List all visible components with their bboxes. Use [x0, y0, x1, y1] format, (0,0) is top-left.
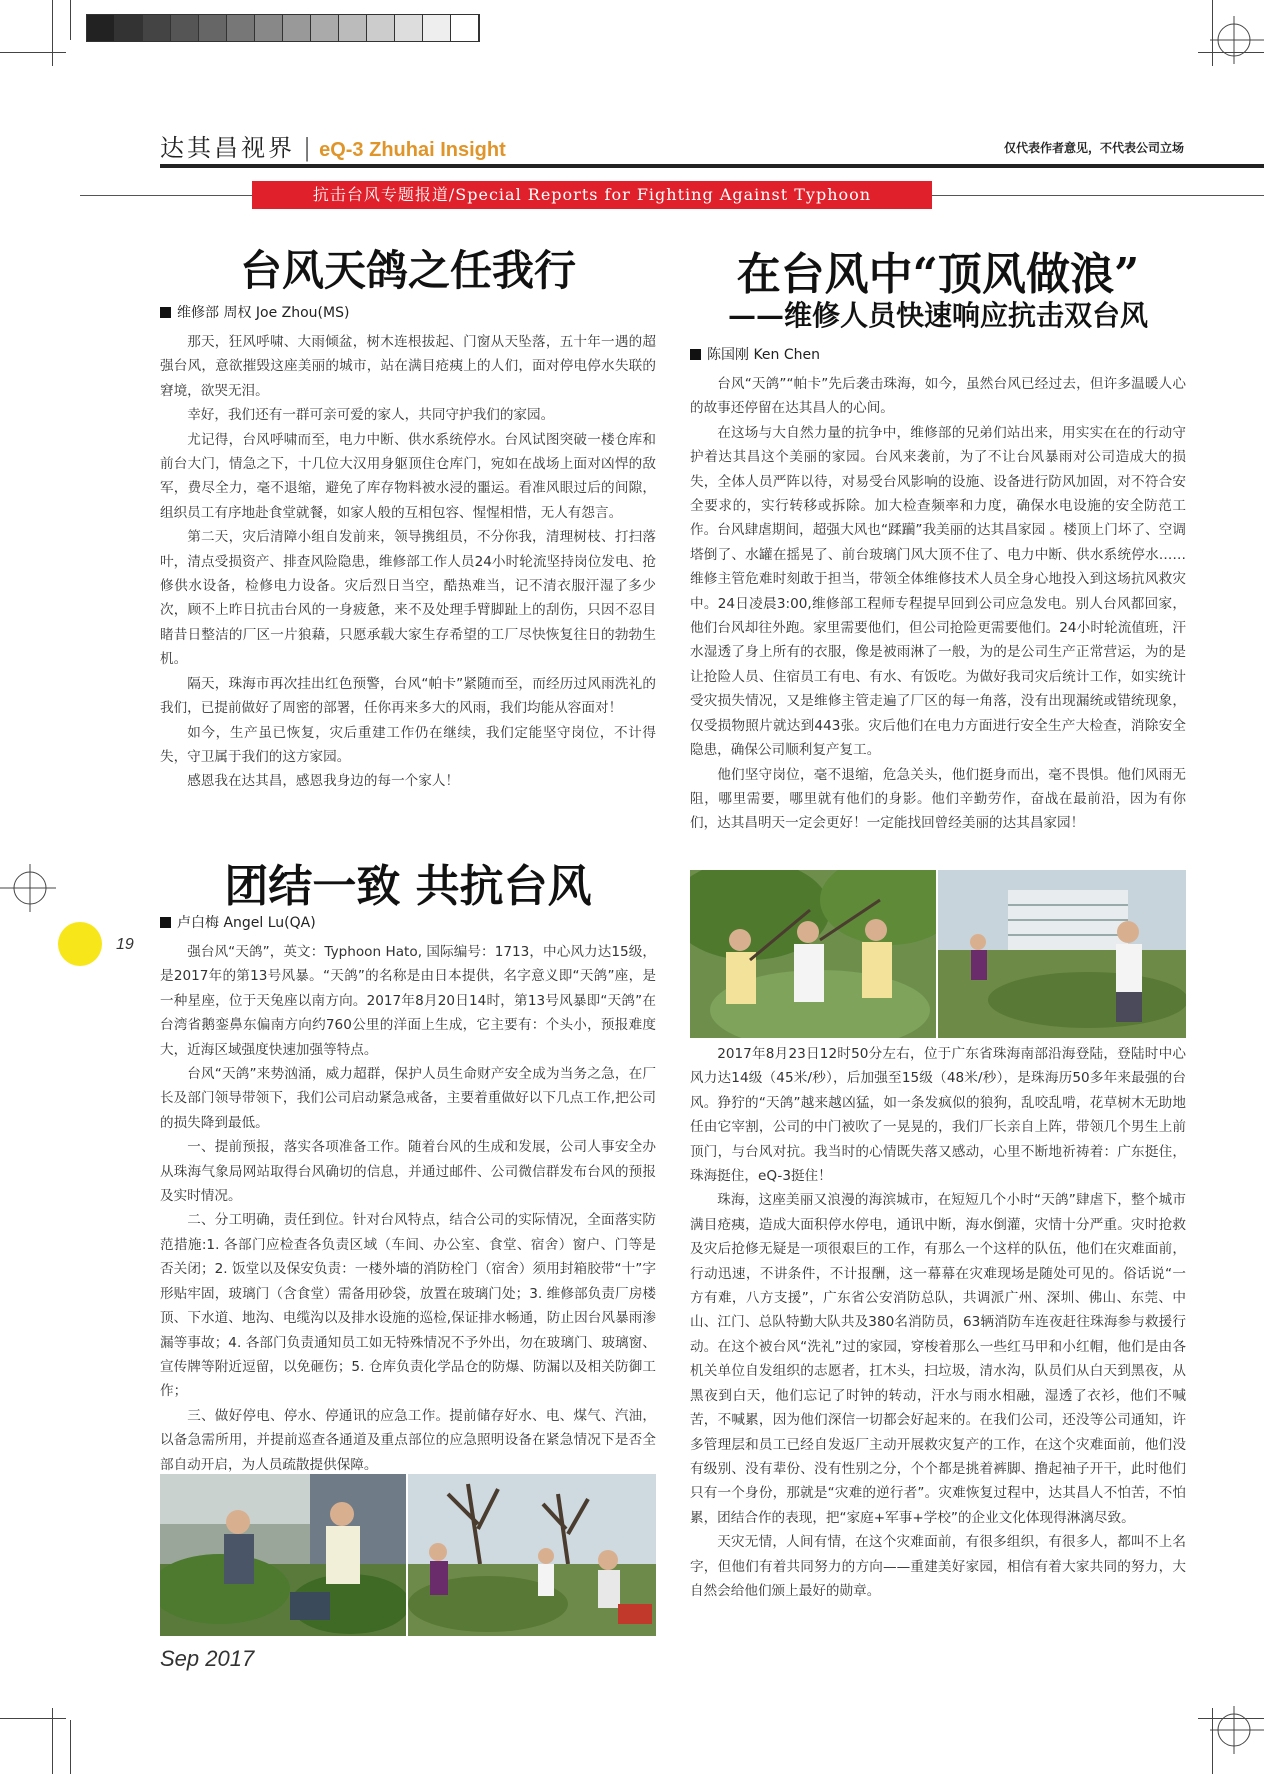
paragraph: 强台风“天鸽”，英文：Typhoon Hato, 国际编号：1713，中心风力达15级，是2017年的第13号风暴。“天鸽”的名称是由日本提供，名字意义即“天鸽”座，是一种星座，位于天兔座以南方向。2017年8月20日14时，第13号风暴即“天鸽”在台湾省鹅銮鼻东偏南方向约760公里的洋面上生成，它主要有：个头小，预报难度大，近海区域强度快速加强等特点。: [160, 944, 656, 1058]
crop-mark: [70, 1720, 71, 1774]
gray-swatch: [87, 15, 115, 41]
registration-mark: [1200, 1700, 1264, 1760]
photo-worker-dragging-branches: [938, 870, 1186, 1038]
article1-title: 台风天鸽之任我行: [239, 246, 576, 295]
article2-body: [160, 940, 656, 1477]
article1-body: [160, 330, 656, 794]
byline-square-icon: [160, 917, 171, 928]
paragraph: 在这场与大自然力量的抗争中，维修部的兄弟们站出来，用实实在在的行动守护着达其昌这个美丽的家园。台风来袭前，为了不让台风暴雨对公司造成大的损失，全体人员严阵以待，对易受台风影响的设施、设备进行防风加固，对不符合安全要求的，实行转移或拆除。加大检查频率和力度，确保水电设施的安全防范工作。台风肆虐期间，超强大风也“蹂躏”我美丽的达其昌家园 。楼顶上门坏了、空调塔倒了、水罐在摇晃了、前台玻璃门风大顶不住了、电力中断、供水系统停水……维修主管危难时刻敢于担当，带领全体维修技术人员全身心地投入到这场抗风救灾中。24日凌晨3:00,维修部工程师专程提早回到公司应急发电。别人台风都回家，他们台风却往外跑。家里需要他们，但公司抢险更需要他们。24小时轮流值班，汗水湿透了身上所有的衣服，像是被雨淋了一般，为的是公司生产正常营运，为的是让抢险人员、住宿员工有电、有水、有饭吃。为做好我司灾后统计工作，如实统计受灾损失情况，又是维修主管走遍了厂区的每一角落，没有出现漏统或错统现象，仅受损物照片就达到443张。灾后他们在电力方面进行安全生产大检查，消除安全隐患，确保公司顺利复产复工。: [690, 424, 1186, 759]
paragraph: 一、提前预报，落实各项准备工作。随着台风的生成和发展，公司人事安全办从珠海气象局网站取得台风确切的信息，并通过邮件、公司微信群发布台风的预报及实时情况。: [160, 1139, 656, 1205]
paragraph: 感恩我在达其昌，感恩我身边的每一个家人！: [187, 773, 460, 790]
page-number: 19: [116, 936, 134, 953]
crop-mark: [0, 1718, 66, 1719]
paragraph: 他们坚守岗位，毫不退缩，危急关头，他们挺身而出，毫不畏惧。他们风雨无阻，哪里需要，哪里就有他们的身影。他们辛勤劳作，奋战在最前沿，因为有你们，达其昌明天一定会更好！一定能找回曾经美丽的达其昌家园！: [690, 766, 1186, 832]
photo-team-clearing-tree: [690, 870, 936, 1038]
article3-title: 在台风中“顶风做浪”: [736, 249, 1140, 300]
page-number-dot: [58, 922, 102, 966]
photo-cleanup-crew: [408, 1474, 656, 1636]
gray-swatch: [283, 15, 311, 41]
gray-swatch: [115, 15, 143, 41]
gray-swatch: [423, 15, 451, 41]
paragraph: 幸好，我们还有一群可亲可爱的家人，共同守护我们的家园。: [187, 407, 555, 424]
crop-mark: [0, 52, 66, 53]
paragraph: 珠海，这座美丽又浪漫的海滨城市，在短短几个小时“天鸽”肆虐下，整个城市满目疮痍，造成大面积停水停电，通讯中断，海水倒灌，灾情十分严重。灾时抢救及灾后抢修无疑是一项很艰巨的工作，有那么一个这样的队伍，他们在灾难面前，行动迅速，不讲条件，不计报酬，这一幕幕在灾难现场是随处可见的。俗话说“一方有难，八方支援”，广东省公安消防总队，共调派广州、深圳、佛山、东莞、中山、江门、总队特勤大队共及380名消防员，63辆消防车连夜赶往珠海参与救援行动。在这个被台风“洗礼”过的家园，穿梭着那么一些红马甲和小红帽，他们是由各机关单位自发组织的志愿者，扛木头，扫垃圾，清水沟，队员们从白天到黑夜，从黑夜到白天，他们忘记了时钟的转动，汗水与雨水相融，湿透了衣衫，他们不喊苦，不喊累，因为他们深信一切都会好起来的。在我们公司，还没等公司通知，许多管理层和员工已经自发返厂主动开展救灾复产的工作，在这个灾难面前，他们没有级别、没有辈份、没有性别之分，个个都是挑着裤脚、撸起袖子开干，此时他们只有一个身份，那就是“灾难的逆行者”。灾难恢复过程中，达其昌人不怕苦，不怕累，团结合作的表现，把“家庭+军事+学校”的企业文化体现得淋漓尽致。: [690, 1192, 1186, 1526]
gray-swatch: [255, 15, 283, 41]
paragraph: 台风“天鸽”“帕卡”先后袭击珠海，如今，虽然台风已经过去，但许多温暖人心的故事还停留在达其昌人的心间。: [690, 376, 1186, 417]
gray-swatch: [339, 15, 367, 41]
article3-body-top: [690, 372, 1186, 836]
masthead-cn: 达其昌视界: [160, 134, 295, 162]
paragraph: 台风“天鸽”来势汹涌，威力超群，保护人员生命财产安全成为当务之急，在厂长及部门领导带领下，我们公司启动紧急戒备，主要着重做好以下几点工作,把公司的损失降到最低。: [160, 1066, 656, 1131]
article2-title: 团结一致 共抗台风: [224, 861, 592, 912]
paragraph: 天灾无情，人间有情，在这个灾难面前，有很多组织，有很多人，都叫不上名字，但他们有着共同努力的方向——重建美好家园，相信有着大家共同的努力，大自然会给他们颁上最好的勋章。: [690, 1534, 1186, 1599]
gray-swatch: [227, 15, 255, 41]
article3-subtitle: ——维修人员快速响应抗击双台风: [727, 299, 1148, 332]
grayscale-color-bar: [86, 14, 480, 42]
article3-byline: 陈国刚 Ken Chen: [690, 344, 820, 364]
gray-swatch: [143, 15, 171, 41]
paragraph: 2017年8月23日12时50分左右，位于广东省珠海南部沿海登陆，登陆时中心风力达14级（45米/秒），后加强至15级（48米/秒），是珠海历50多年来最强的台风。狰狞的“天鸽”越来越凶猛，如一条发疯似的狼狗，乱咬乱啃，花草树木无助地任由它宰割，公司的中门被吹了一晃晃的，我们厂长亲自上阵，带领几个男生上前顶门，与台风对抗。我当时的心情既失落又感动，心里不断地祈祷着：广东挺住，珠海挺住，eQ-3挺住！: [690, 1046, 1186, 1185]
disclaimer: 仅代表作者意见，不代表公司立场: [1003, 141, 1184, 155]
paragraph: 隔天，珠海市再次挂出红色预警，台风“帕卡”紧随而至，而经历过风雨洗礼的我们，已提前做好了周密的部署，任你再来多大的风雨，我们均能从容面对！: [160, 675, 656, 717]
registration-mark: [1200, 10, 1264, 70]
gray-swatch: [311, 15, 339, 41]
gray-swatch: [395, 15, 423, 41]
gray-swatch: [171, 15, 199, 41]
paragraph: 如今，生产虽已恢复，灾后重建工作仍在继续，我们定能坚守岗位，不计得失，守卫属于我们的这方家园。: [160, 724, 656, 765]
paragraph: 那天，狂风呼啸、大雨倾盆，树木连根拔起、门窗从天坠落，五十年一遇的超强台风，意欲摧毁这座美丽的城市，站在满目疮痍上的人们，面对停电停水失联的窘境，欲哭无泪。: [160, 334, 656, 399]
paragraph: 三、做好停电、停水、停通讯的应急工作。提前储存好水、电、煤气、汽油，以备急需所用，并提前巡查各通道及重点部位的应急照明设备在紧急情况下是否全部自动开启，为人员疏散提供保障。: [160, 1407, 656, 1473]
paragraph: 二、分工明确，责任到位。针对台风特点，结合公司的实际情况，全面落实防范措施:1. 各部门应检查各负责区域（车间、办公室、食堂、宿舍）窗户、门等是否关闭；2. 饭堂以及保安负责：一楼外墙的消防栓门（宿舍）须用封箱胶带“十”字形贴牢固，玻璃门（含食堂）需备用砂袋，放置在玻璃门处；3. 维修部负责厂房楼顶、下水道、地沟、电缆沟以及排水设施的巡检,保证排水畅通，防止因台风暴雨渗漏等事故；4. 各部门负责通知员工如无特殊情况不予外出，勿在玻璃门、玻璃窗、宣传牌等附近逗留，以免砸伤；5. 仓库负责化学品仓的防爆、防漏以及相关防御工作；: [160, 1212, 656, 1400]
crop-mark: [70, 0, 71, 40]
photo-worker-cutting-branches: [160, 1474, 406, 1636]
byline-square-icon: [160, 307, 171, 318]
gray-swatch: [199, 15, 227, 41]
article1-byline: 维修部 周权 Joe Zhou(MS): [160, 302, 349, 322]
masthead-separator: |: [303, 134, 312, 162]
registration-mark: [0, 856, 60, 920]
article2-byline: 卢白梅 Angel Lu(QA): [160, 912, 316, 932]
paragraph: 尤记得，台风呼啸而至，电力中断、供水系统停水。台风试图突破一楼仓库和前台大门，情急之下，十几位大汉用身躯顶住仓库门，宛如在战场上面对凶悍的敌军，费尽全力，毫不退缩，避免了库存物料被水浸的噩运。看准风眼过后的间隙，组织员工有序地赴食堂就餐，如家人般的互相包容、惺惺相惜，无人有怨言。: [160, 431, 656, 521]
masthead: [160, 128, 506, 163]
issue-date: Sep 2017: [160, 1646, 255, 1671]
crop-mark: [52, 0, 53, 66]
special-report-banner: 抗击台风专题报道/Special Reports for Fighting Against Typhoon: [252, 181, 932, 209]
article3-body-bottom: [690, 1042, 1186, 1603]
masthead-en: eQ-3 Zhuhai Insight: [319, 139, 506, 161]
byline-square-icon: [690, 349, 701, 360]
gray-swatch: [367, 15, 395, 41]
paragraph: 第二天，灾后清障小组自发前来，领导携组员，不分你我，清理树枝、打扫落叶，清点受损资产、排查风险隐患，维修部工作人员24小时轮流坚持岗位发电、抢修供水设备，检修电力设备。灾后烈日当空，酷热难当，记不清衣服汗湿了多少次，顾不上昨日抗击台风的一身疲惫，来不及处理手臂脚趾上的刮伤，只因不忍目睹昔日整洁的厂区一片狼藉，只愿承载大家生存希望的工厂尽快恢复往日的勃勃生机。: [160, 529, 656, 668]
gray-swatch: [451, 15, 479, 41]
header-rule: [160, 164, 1264, 168]
